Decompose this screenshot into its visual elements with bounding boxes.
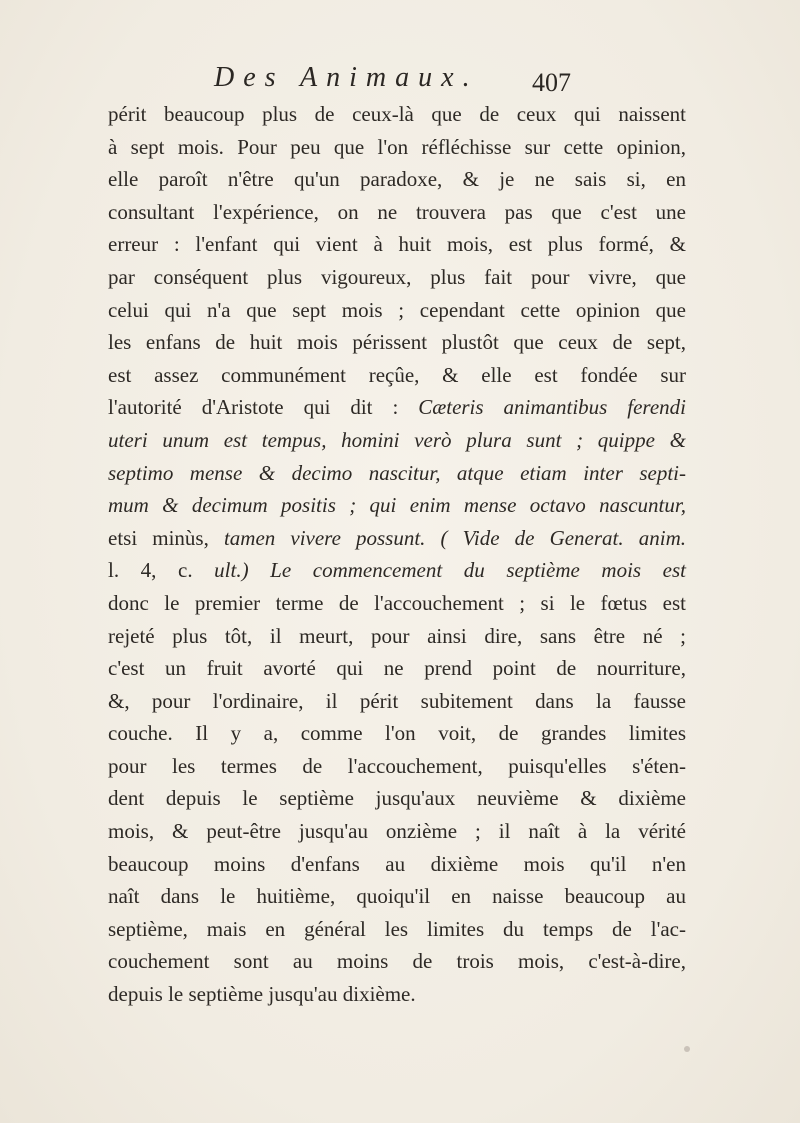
text-line: les enfans de huit mois périssent plustôt que ceux de sept,	[108, 330, 686, 355]
text-line-latin: mum & decimum positis ; qui enim mense octavo nascuntur,	[108, 493, 686, 518]
text-line: couchement sont au moins de trois mois, c'est-à-dire,	[108, 949, 686, 974]
text-line: donc le premier terme de l'accouchement ; si le fœtus est	[108, 590, 686, 615]
text-line: celui qui n'a que sept mois ; cependant cette opinion que	[108, 297, 686, 322]
text-line-latin: uteri unum est tempus, homini verò plura sunt ; quippe &	[108, 427, 686, 452]
text-line: par conséquent plus vigoureux, plus fait pour vivre, que	[108, 264, 686, 289]
text-line: l. 4, c. ult.) Le commencement du septième mois est	[108, 558, 686, 583]
body-text	[108, 98, 686, 1011]
text-line: septième, mais en général les limites du temps de l'ac-	[108, 916, 686, 941]
text-line: elle paroît n'être qu'un paradoxe, & je ne sais si, en	[108, 167, 686, 192]
text-line: est assez communément reçûe, & elle est fondée sur	[108, 362, 686, 387]
text-line: consultant l'expérience, on ne trouvera pas que c'est une	[108, 199, 686, 224]
ink-smudge	[684, 1046, 690, 1052]
page-number: 407	[532, 68, 571, 97]
text-line-latin: septimo mense & decimo nascitur, atque etiam inter septi-	[108, 460, 686, 485]
text-line: etsi minùs, tamen vivere possunt. ( Vide de Generat. anim.	[108, 525, 686, 550]
page-header	[0, 54, 800, 104]
running-head: Des Animaux.	[214, 62, 479, 93]
text-line: naît dans le huitième, quoiqu'il en naisse beaucoup au	[108, 884, 686, 909]
text-line: à sept mois. Pour peu que l'on réfléchisse sur cette opinion,	[108, 134, 686, 159]
text-line: dent depuis le septième jusqu'aux neuvième & dixième	[108, 786, 686, 811]
text-line: périt beaucoup plus de ceux-là que de ceux qui naissent	[108, 102, 686, 126]
text-line: l'autorité d'Aristote qui dit : Cæteris animantibus ferendi	[108, 395, 686, 420]
text-line: rejeté plus tôt, il meurt, pour ainsi dire, sans être né ;	[108, 623, 686, 648]
text-line: mois, & peut-être jusqu'au onzième ; il naît à la vérité	[108, 819, 686, 844]
text-line: erreur : l'enfant qui vient à huit mois, est plus formé, &	[108, 232, 686, 257]
text-line: beaucoup moins d'enfans au dixième mois qu'il n'en	[108, 851, 686, 876]
text-line: c'est un fruit avorté qui ne prend point de nourriture,	[108, 656, 686, 681]
text-line: &, pour l'ordinaire, il périt subitement dans la fausse	[108, 688, 686, 713]
text-line-last: depuis le septième jusqu'au dixième.	[108, 982, 416, 1007]
text-line: couche. Il y a, comme l'on voit, de grandes limites	[108, 721, 686, 746]
text-line: pour les termes de l'accouchement, puisqu'elles s'éten-	[108, 753, 686, 778]
